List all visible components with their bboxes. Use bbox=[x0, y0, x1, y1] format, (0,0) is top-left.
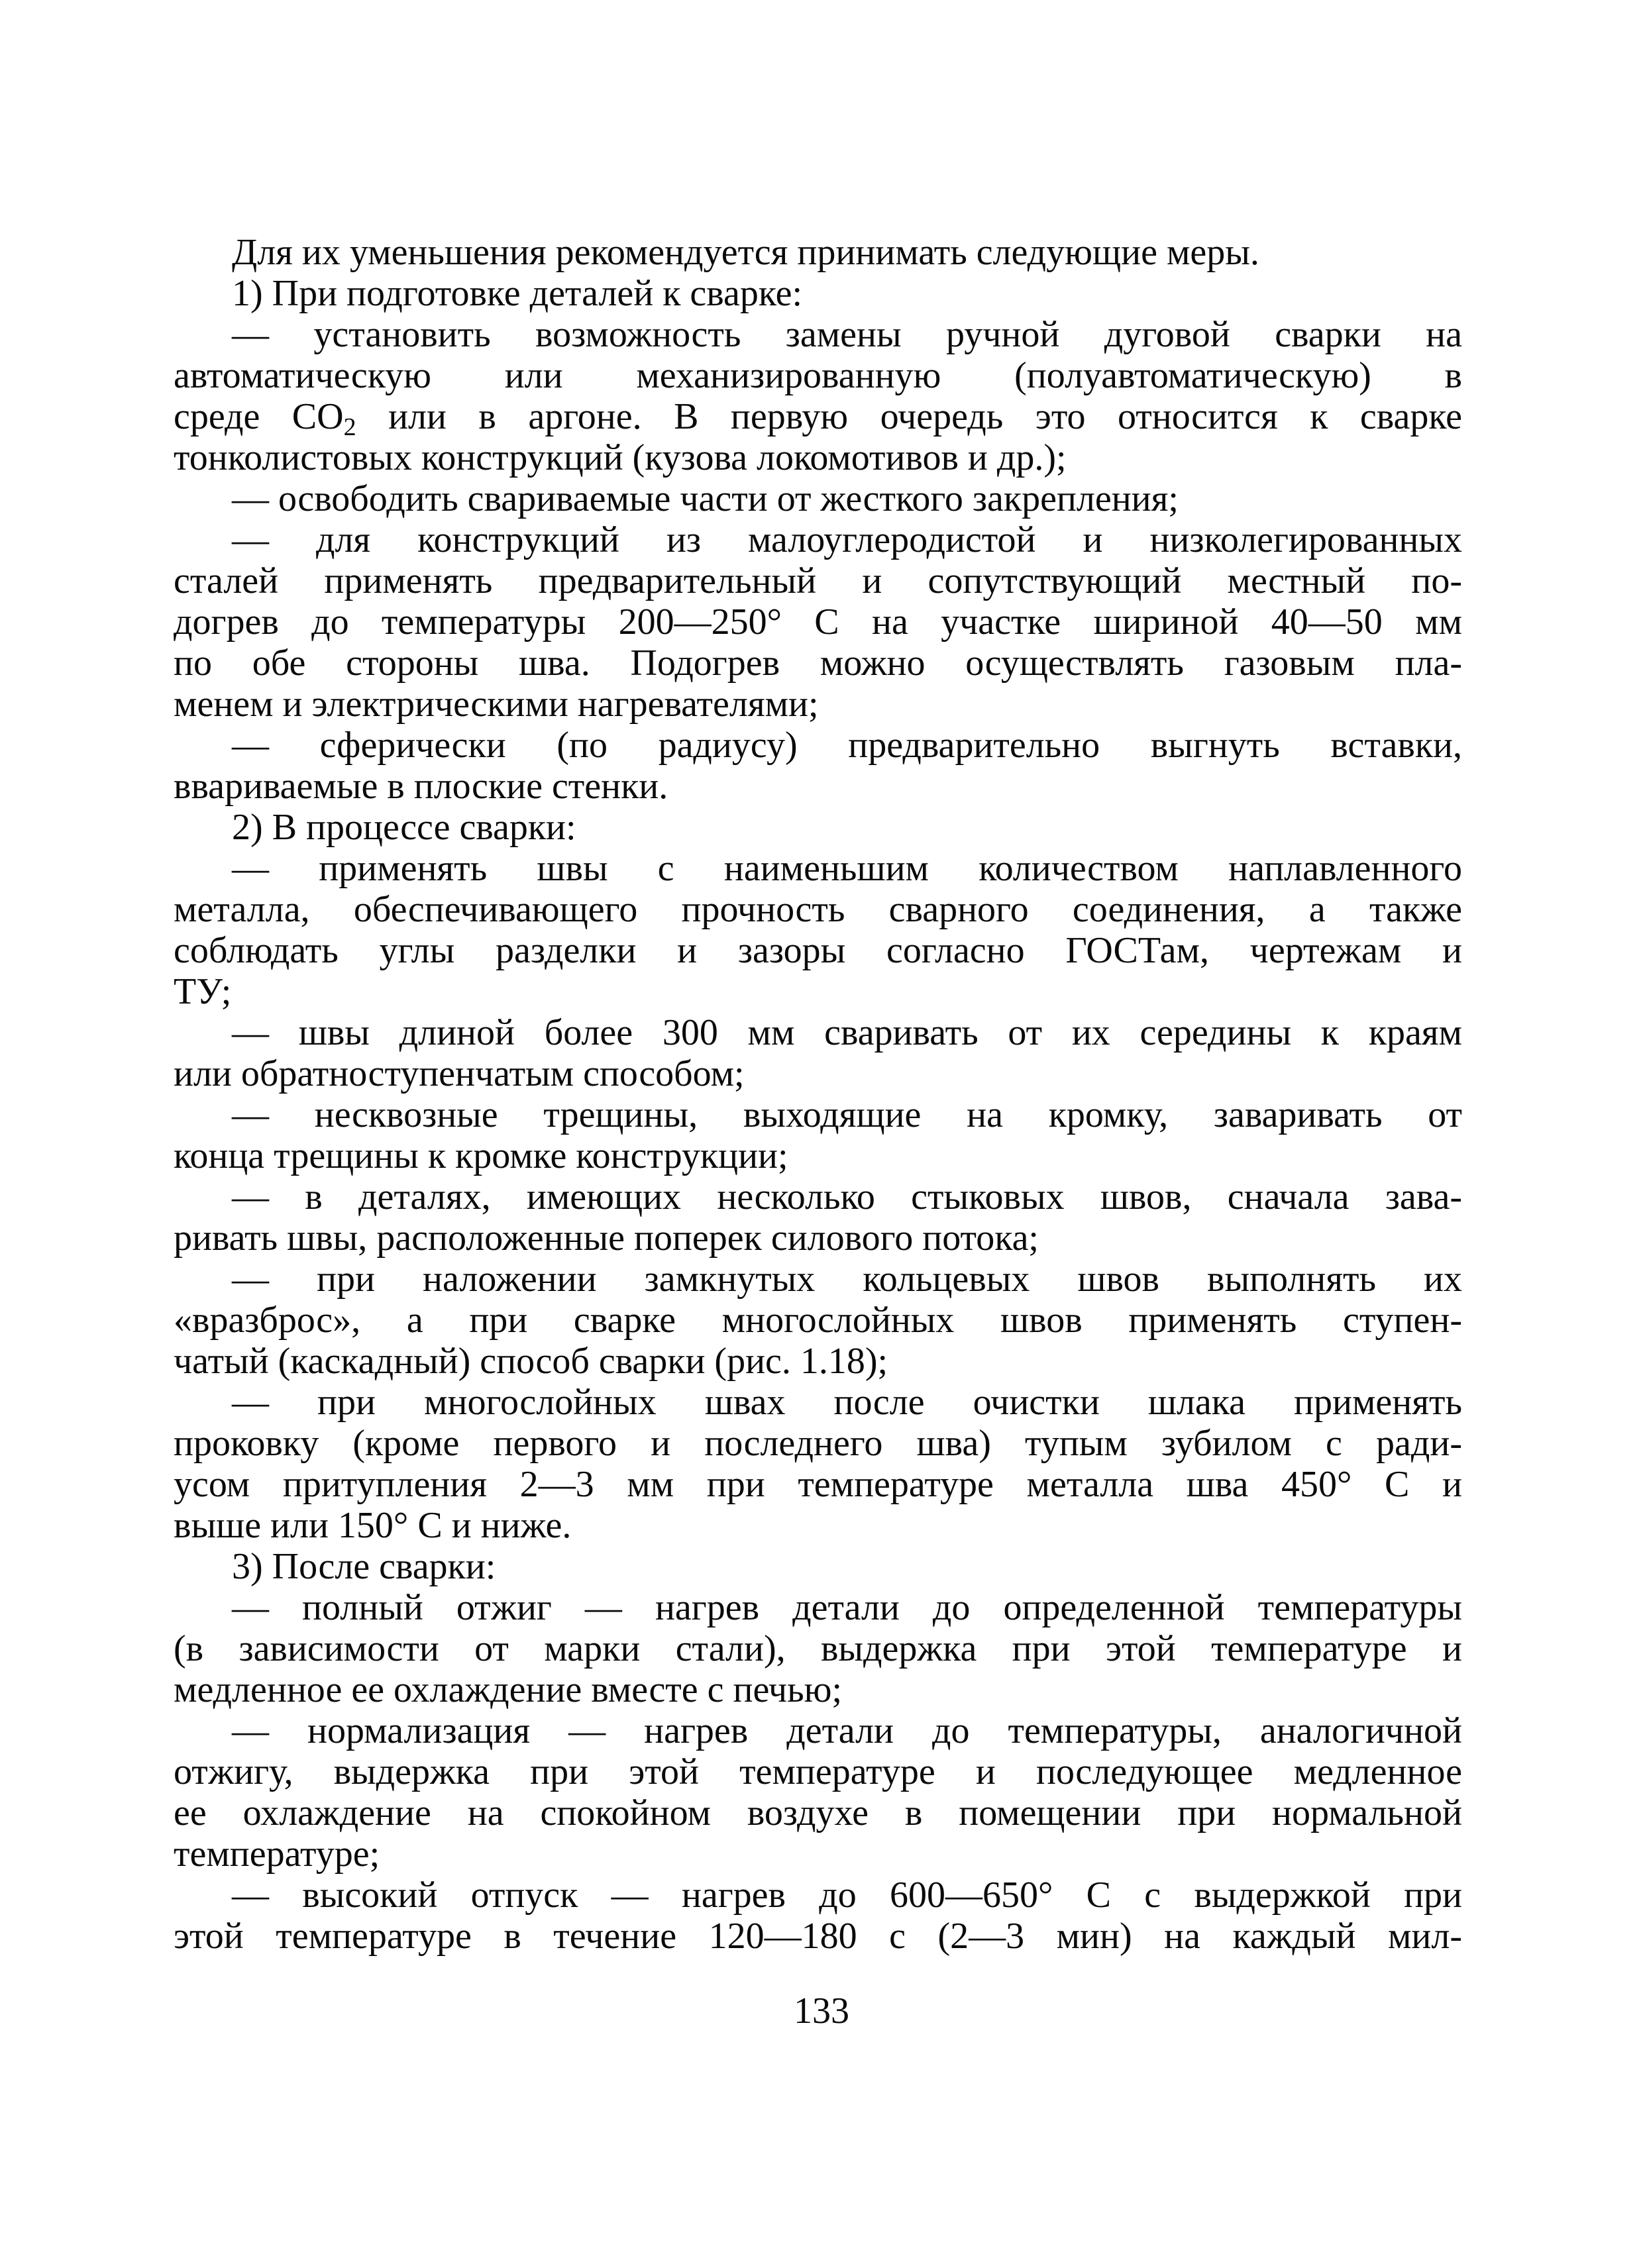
text-line: по обе стороны шва. Подогрев можно осуществлять газовым пла- bbox=[174, 643, 1462, 684]
list-heading-after-welding: 3) После сварки: bbox=[232, 1546, 496, 1587]
text-line: конца трещины к кромке конструкции; bbox=[174, 1135, 788, 1176]
text-line: «вразброс», а при сварке многослойных швов применять ступен- bbox=[174, 1300, 1462, 1341]
text-line: медленное ее охлаждение вместе с печью; bbox=[174, 1669, 843, 1710]
list-heading-before-welding: 1) При подготовке деталей к сварке: bbox=[232, 273, 803, 314]
text-line: сталей применять предварительный и сопутствующий местный по- bbox=[174, 560, 1462, 601]
text-line: — для конструкций из малоуглеродистой и низколегированных bbox=[232, 519, 1462, 560]
text-line: отжигу, выдержка при этой температуре и последующее медленное bbox=[174, 1751, 1462, 1792]
text-fragment: или в аргоне. В первую очередь это относится к сварке bbox=[356, 396, 1462, 437]
text-line: усом притупления 2—3 мм при температуре металла шва 450° С и bbox=[174, 1464, 1462, 1505]
text-line-co2 bbox=[174, 396, 1462, 441]
text-line: ее охлаждение на спокойном воздухе в помещении при нормальной bbox=[174, 1792, 1462, 1833]
text-line: металла, обеспечивающего прочность сварного соединения, а также bbox=[174, 889, 1462, 930]
text-line: — несквозные трещины, выходящие на кромку, заваривать от bbox=[232, 1094, 1462, 1135]
text-line: температуре; bbox=[174, 1833, 380, 1875]
text-line: ривать швы, расположенные поперек силового потока; bbox=[174, 1217, 1039, 1259]
text-line: — полный отжиг — нагрев детали до определенной температуры bbox=[232, 1587, 1462, 1628]
text-line: соблюдать углы разделки и зазоры согласно ГОСТам, чертежам и bbox=[174, 930, 1462, 971]
text-line: ТУ; bbox=[174, 971, 232, 1012]
text-line: автоматическую или механизированную (полуавтоматическую) в bbox=[174, 355, 1462, 396]
page-number: 133 bbox=[794, 1990, 849, 2032]
text-line: — швы длиной более 300 мм сваривать от их середины к краям bbox=[232, 1012, 1462, 1053]
text-line: догрев до температуры 200—250° С на участке шириной 40—50 мм bbox=[174, 601, 1462, 643]
text-line: (в зависимости от марки стали), выдержка при этой температуре и bbox=[174, 1628, 1462, 1669]
text-line: — освободить свариваемые части от жесткого закрепления; bbox=[232, 478, 1179, 519]
text-line: этой температуре в течение 120—180 с (2—3 мин) на каждый мил- bbox=[174, 1916, 1462, 1957]
text-line: — при наложении замкнутых кольцевых швов выполнять их bbox=[232, 1259, 1462, 1300]
text-line: или обратноступенчатым способом; bbox=[174, 1053, 745, 1094]
subscript-2: 2 bbox=[343, 413, 356, 441]
text-line: менем и электрическими нагревателями; bbox=[174, 684, 819, 725]
list-heading-during-welding: 2) В процессе сварки: bbox=[232, 807, 576, 848]
text-line: выше или 150° С и ниже. bbox=[174, 1505, 572, 1546]
text-line: проковку (кроме первого и последнего шва) тупым зубилом с ради- bbox=[174, 1423, 1462, 1464]
text-line: Для их уменьшения рекомендуется принимать следующие меры. bbox=[232, 232, 1259, 273]
text-line: чатый (каскадный) способ сварки (рис. 1.18); bbox=[174, 1341, 888, 1382]
body-text bbox=[174, 232, 1462, 1957]
text-line: — сферически (по радиусу) предварительно выгнуть вставки, bbox=[232, 725, 1462, 766]
text-line: — в деталях, имеющих несколько стыковых швов, сначала зава- bbox=[232, 1176, 1462, 1217]
text-line: — установить возможность замены ручной дуговой сварки на bbox=[232, 314, 1462, 355]
text-line: — применять швы с наименьшим количеством наплавленного bbox=[232, 848, 1462, 889]
text-fragment: среде CO bbox=[174, 396, 344, 437]
text-line: — при многослойных швах после очистки шлака применять bbox=[232, 1382, 1462, 1423]
text-line: — нормализация — нагрев детали до температуры, аналогичной bbox=[232, 1710, 1462, 1751]
text-line: — высокий отпуск — нагрев до 600—650° С с выдержкой при bbox=[232, 1875, 1462, 1916]
text-line: ввариваемые в плоские стенки. bbox=[174, 766, 668, 807]
text-line: тонколистовых конструкций (кузова локомотивов и др.); bbox=[174, 437, 1067, 478]
